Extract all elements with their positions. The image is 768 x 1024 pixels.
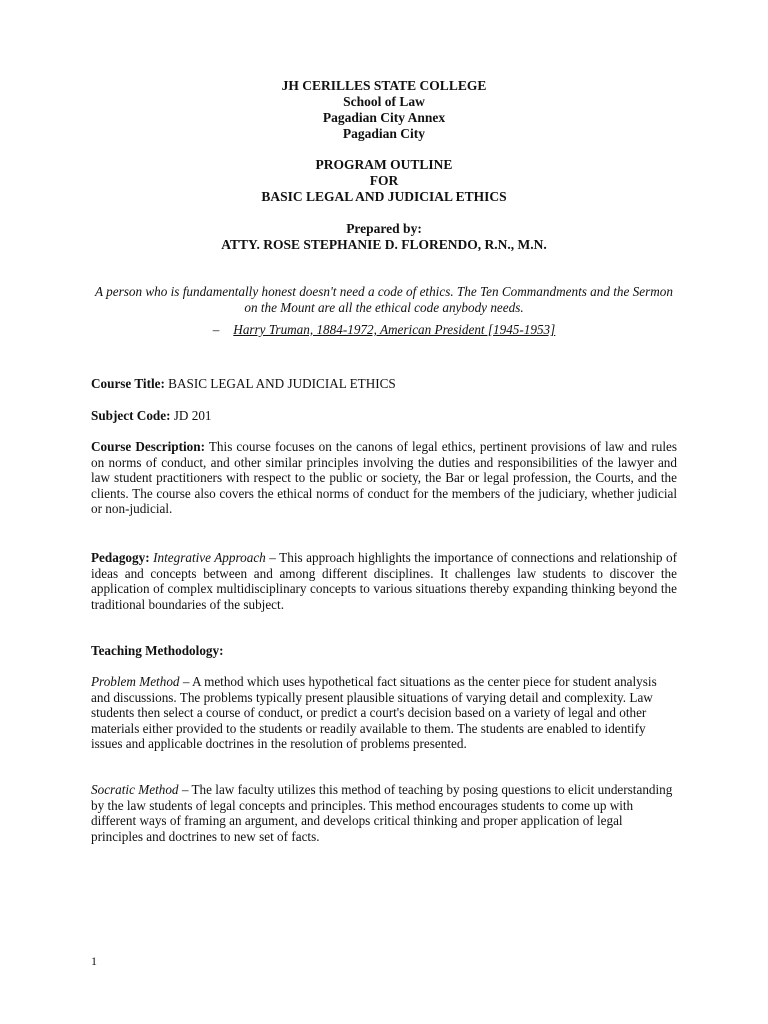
program-line-3: BASIC LEGAL AND JUDICIAL ETHICS xyxy=(261,189,507,204)
course-title xyxy=(91,376,677,392)
problem-method-label: Problem Method xyxy=(91,674,180,689)
course-title-value: BASIC LEGAL AND JUDICIAL ETHICS xyxy=(168,376,396,391)
course-description-text: This course focuses on the canons of legal ethics, pertinent provisions of law and rules on norms of conduct, and other similar principles involving the duties and responsibilities of the lawyer and law student practitioners with respect to the public or society, the Bar or legal profession, the Courts, and the clients. The course also covers the ethical norms of conduct for the members of the judiciary, whether judicial or non-judicial. xyxy=(91,439,677,517)
socratic-method xyxy=(91,782,677,844)
page-number: 1 xyxy=(91,954,97,968)
course-description-label: Course Description: xyxy=(91,439,205,454)
course-description xyxy=(91,439,677,517)
epigraph-quote: A person who is fundamentally honest doesn't need a code of ethics. The Ten Commandments and the Sermon on the Mount are all the ethical code anybody needs. xyxy=(95,284,673,315)
pedagogy-approach: Integrative Approach xyxy=(153,550,266,565)
problem-method xyxy=(91,674,677,752)
pedagogy xyxy=(91,550,677,612)
program-line-2: FOR xyxy=(369,173,399,188)
socratic-method-text: – The law faculty utilizes this method of teaching by posing questions to elicit understanding by the law students of legal concepts and principles. This method encourages students to come up with different ways of framing an argument, and develops critical thinking and proper application of legal principles and doctrines to new set of facts. xyxy=(91,782,673,844)
program-line-1: PROGRAM OUTLINE xyxy=(315,157,453,172)
attribution-text: Harry Truman, 1884-1972, American President [1945-1953] xyxy=(233,322,556,337)
problem-method-text: – A method which uses hypothetical fact situations as the center piece for student analysis and discussions. The problems typically present plausible situations of varying detail and complexity. Law students then select a course of conduct, or predict a court's decision based on a variety of legal and other materials either provided to the students or readily available to them. The students are enabled to identify issues and applicable doctrines in the resolution of problems presented. xyxy=(91,674,657,752)
preparer-name: ATTY. ROSE STEPHANIE D. FLORENDO, R.N., M.N. xyxy=(221,237,547,252)
attribution-dash: – xyxy=(212,322,220,337)
subject-code-value: JD 201 xyxy=(173,408,212,423)
school-name: School of Law xyxy=(343,94,425,109)
annex-name: Pagadian City Annex xyxy=(322,110,446,125)
subject-code-label: Subject Code: xyxy=(91,408,171,423)
teaching-methodology-heading: Teaching Methodology: xyxy=(91,643,224,658)
pedagogy-text: – This approach highlights the importance of connections and relationship of ideas and concepts between and among different disciplines. It challenges law students to discover the application of complex multidisciplinary concepts to various situations thereby expanding thinking beyond the traditional boundaries of the subject. xyxy=(91,550,678,612)
prepared-by xyxy=(0,221,768,253)
course-title-label: Course Title: xyxy=(91,376,165,391)
program-title xyxy=(0,157,768,205)
prepared-label: Prepared by: xyxy=(346,221,422,236)
city-name: Pagadian City xyxy=(342,126,426,141)
pedagogy-label: Pedagogy: xyxy=(91,550,150,565)
subject-code xyxy=(91,408,677,424)
institution-header xyxy=(0,78,768,142)
quote-attribution xyxy=(0,322,768,338)
institution-name: JH CERILLES STATE COLLEGE xyxy=(281,78,487,93)
socratic-method-label: Socratic Method xyxy=(91,782,179,797)
